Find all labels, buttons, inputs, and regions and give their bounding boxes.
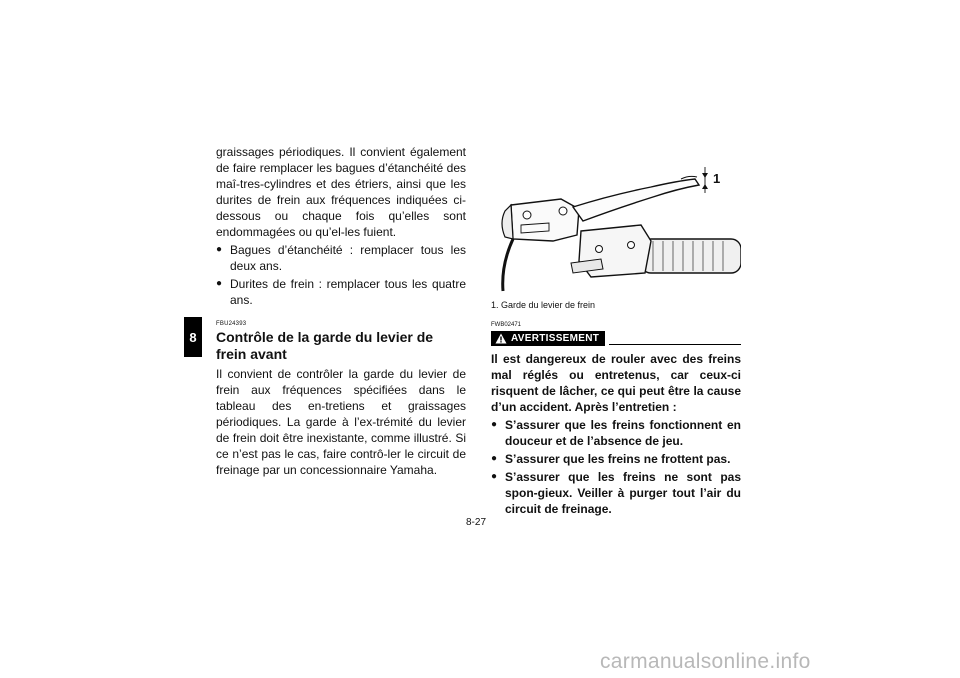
left-column bbox=[216, 144, 466, 478]
watermark-text: carmanualsonline.info bbox=[600, 650, 811, 673]
page-number: 8-27 bbox=[466, 517, 487, 528]
body-paragraph: Il convient de contrôler la garde du levier de frein aux fréquences spécifiées dans le tableau des en-tretiens et graissages périodiques. La garde à l’ex-trémité du levier de frein doit être inexistante, comme illustré. Si ce n’est pas le cas, faire contrô-ler le circuit de freinage par un concessionnaire Yamaha. bbox=[216, 367, 466, 477]
list-item: ● S’assurer que les freins fonctionnent en douceur et de l’absence de jeu. bbox=[491, 417, 741, 449]
screw-shape bbox=[628, 242, 635, 249]
section-heading: Contrôle de la garde du levier de frein avant bbox=[216, 329, 434, 362]
arrow-down-icon bbox=[702, 173, 708, 178]
right-column bbox=[491, 165, 741, 519]
warning-rule bbox=[609, 344, 741, 345]
list-item: ● Bagues d’étanchéité : remplacer tous les deux ans. bbox=[216, 242, 466, 274]
seal-bullet-list bbox=[216, 242, 466, 308]
warning-intro: Il est dangereux de rouler avec des freins mal réglés ou entretenus, car ceux-ci risquent de lâcher, ce qui peut être la cause d’un accident. Après l’entretien : bbox=[491, 352, 741, 414]
brake-lever-shape bbox=[573, 179, 699, 221]
master-cylinder-shape bbox=[511, 199, 579, 241]
brake-lever-drawing bbox=[491, 165, 741, 293]
screw-shape bbox=[596, 246, 603, 253]
list-item: ● S’assurer que les freins ne sont pas spon-gieux. Veiller à purger tout l’air du circuit de freinage. bbox=[491, 469, 741, 517]
callout-number: 1 bbox=[713, 171, 721, 186]
section-tab: 8 bbox=[184, 317, 202, 357]
section-code: FBU24393 bbox=[216, 321, 247, 327]
screw-shape bbox=[559, 207, 567, 215]
intro-paragraph: graissages périodiques. Il convient également de faire remplacer les bagues d’étanchéité des maî-tres-cylindres et des étriers, ainsi que les durites de frein aux fréquences indiquées ci-dessous ou chaque fois qu’elles sont endommagées ou qu’el-les fuient. bbox=[216, 145, 466, 239]
arrow-up-icon bbox=[702, 184, 708, 189]
grip-shape bbox=[641, 239, 741, 273]
screw-shape bbox=[523, 211, 531, 219]
brake-lever-illustration bbox=[491, 165, 741, 293]
list-item: ● Durites de frein : remplacer tous les quatre ans. bbox=[216, 276, 466, 308]
warning-bullet-list bbox=[491, 417, 741, 517]
warning-body bbox=[491, 351, 741, 517]
reservoir-cap-shape bbox=[502, 205, 513, 239]
warning-triangle-icon bbox=[495, 333, 507, 344]
warning-header bbox=[491, 331, 741, 346]
list-item: ● S’assurer que les freins ne frottent pas. bbox=[491, 451, 741, 467]
warning-code: FWB02471 bbox=[491, 322, 522, 328]
brake-hose bbox=[503, 239, 513, 291]
figure-caption: 1. Garde du levier de frein bbox=[491, 300, 596, 310]
warning-label-box bbox=[491, 331, 605, 346]
warning-label: AVERTISSEMENT bbox=[511, 333, 600, 344]
